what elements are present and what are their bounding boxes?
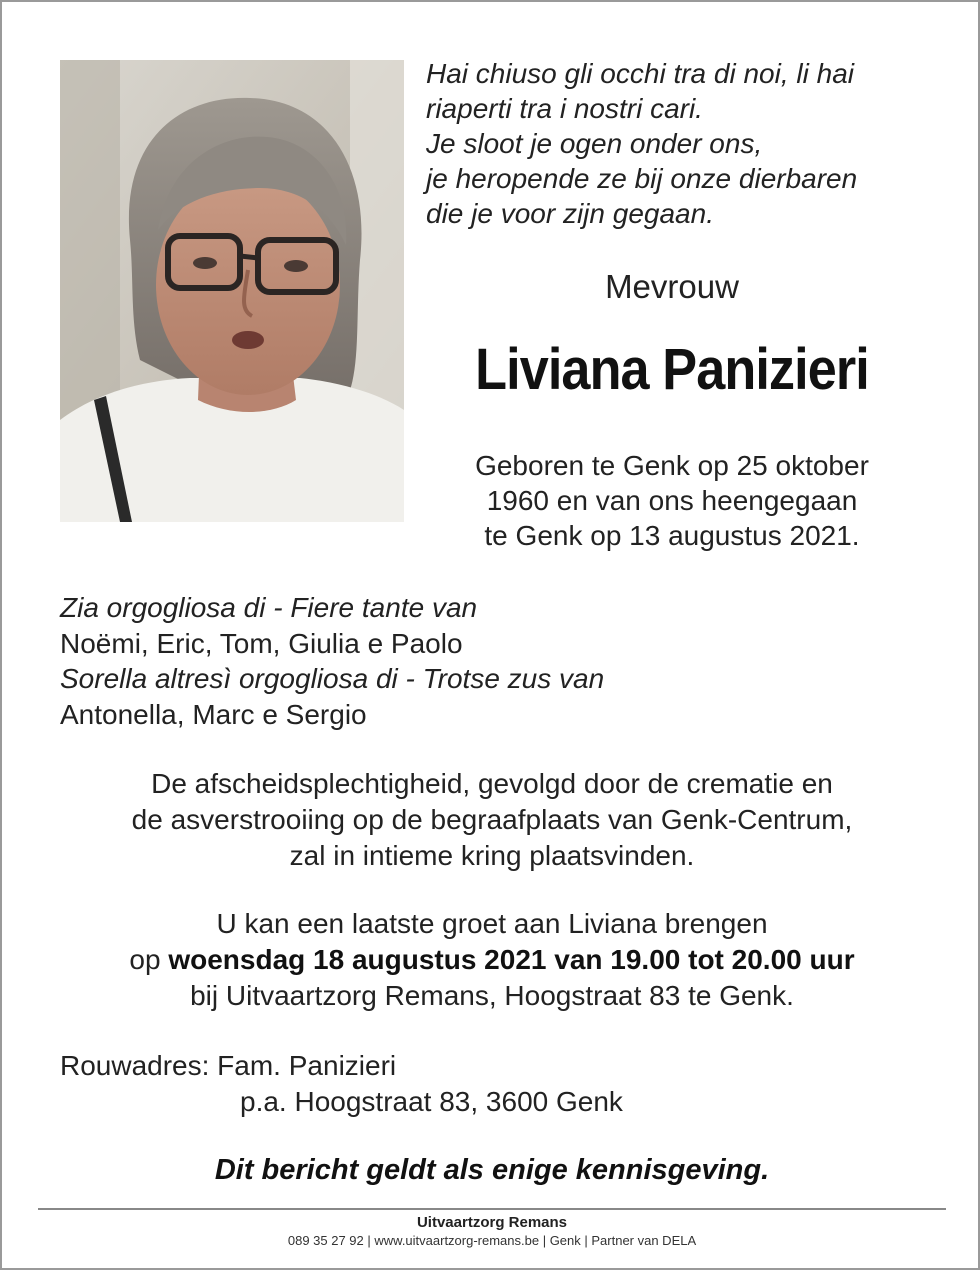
visit-datetime: woensdag 18 augustus 2021 van 19.00 tot 20.00 uur [168,944,855,975]
family-relation-line: Sorella altresì orgogliosa di - Trotse zus van [60,663,605,694]
poem-line: je heropende ze bij onze dierbaren [426,163,858,194]
family-names-line: Antonella, Marc e Sergio [60,698,367,730]
birth-death-info [422,448,922,553]
visit-location-line: bij Uitvaartzorg Remans, Hoogstraat 83 te Genk. [190,980,794,1011]
family-relation-line: Zia orgogliosa di - Fiere tante van [60,592,478,623]
address-line: p.a. Hoogstraat 83, 3600 Genk [240,1086,623,1117]
ceremony-line: De afscheidsplechtigheid, gevolgd door de crematie en [151,768,833,799]
poem-line: riaperti tra i nostri cari. [426,93,703,124]
portrait-photo [60,60,404,522]
visit-datetime-line [42,942,942,978]
mourning-address [60,1048,940,1120]
poem-line: Je sloot je ogen onder ons, [426,128,763,159]
birth-line: 1960 en van ons heengegaan [486,485,858,516]
ceremony-line: de asverstrooiing op de begraafplaats van Genk-Centrum, [131,804,853,835]
family-names-line: Noëmi, Eric, Tom, Giulia e Paolo [60,627,463,659]
birth-line: Geboren te Genk op 25 oktober [475,450,869,481]
notice-statement: Dit bericht geldt als enige kennisgeving. [214,1154,770,1186]
poem-line: die je voor zijn gegaan. [426,198,714,229]
deceased-name: Liviana Panizieri [475,337,869,402]
footer-divider [38,1208,946,1210]
ceremony-info [42,766,942,874]
poem [426,56,966,231]
birth-line: te Genk op 13 augustus 2021. [484,520,860,551]
visitation-info [42,906,942,1014]
poem-line: Hai chiuso gli occhi tra di noi, li hai [426,58,854,89]
funeral-home-name: Uitvaartzorg Remans [416,1214,568,1231]
family-list [60,590,940,732]
visit-line: U kan een laatste groet aan Liviana brengen [216,908,768,939]
address-line: Rouwadres: Fam. Panizieri [60,1050,397,1081]
visit-prefix: op [129,944,169,975]
honorific: Mevrouw [605,268,739,305]
ceremony-line: zal in intieme kring plaatsvinden. [289,840,695,871]
funeral-home-contact: 089 35 27 92 | www.uitvaartzorg-remans.be | Genk | Partner van DELA [287,1233,697,1248]
